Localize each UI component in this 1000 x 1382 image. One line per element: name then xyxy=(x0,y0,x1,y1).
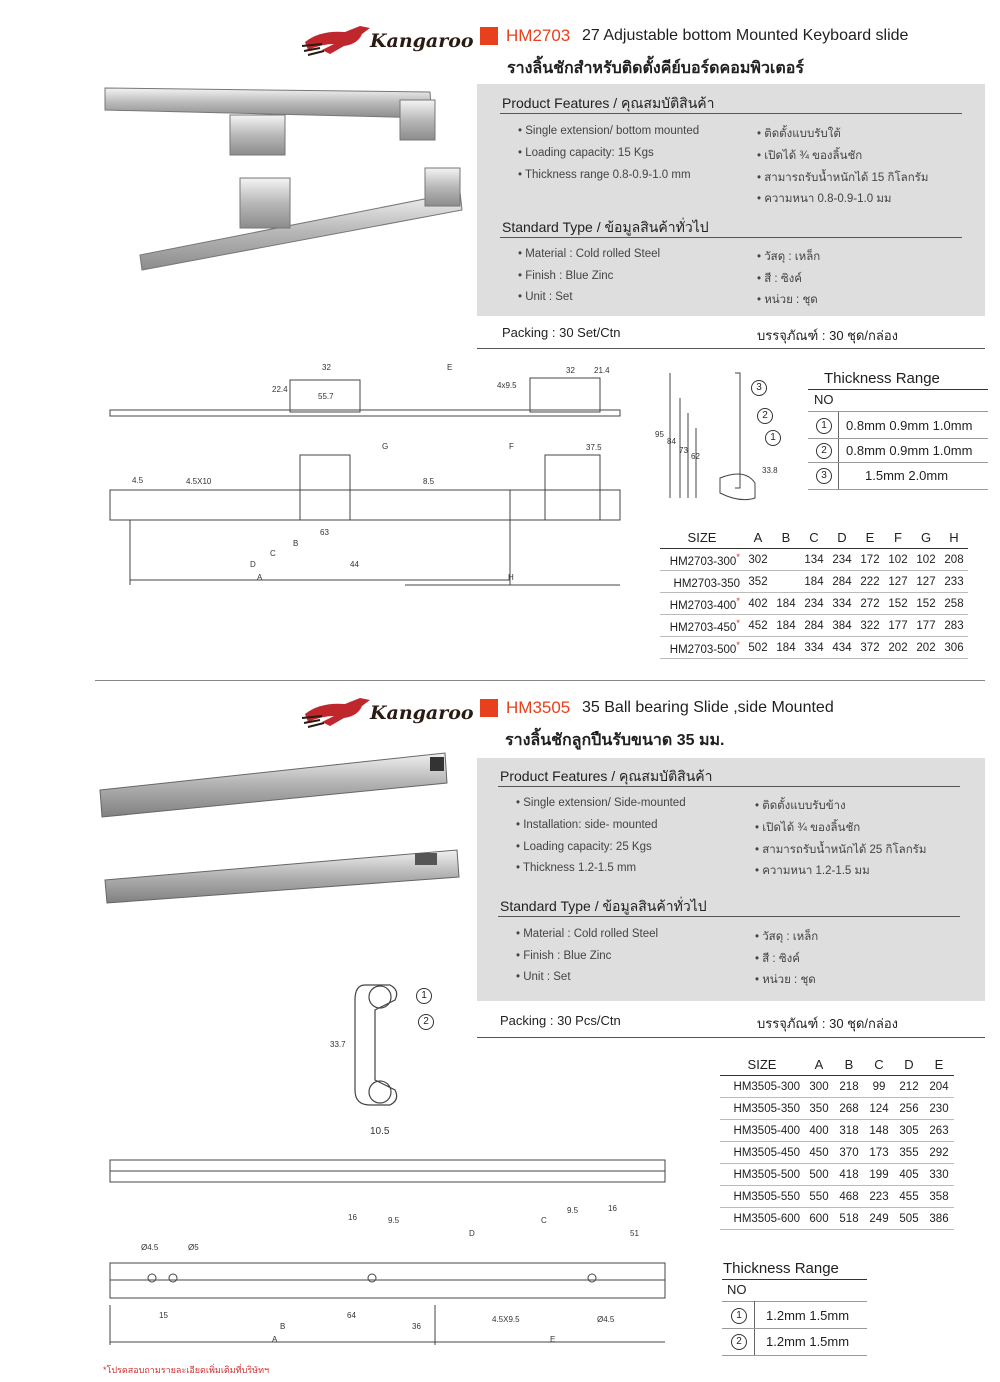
dim-label: 64 xyxy=(347,1311,356,1320)
table-cell: 148 xyxy=(864,1120,894,1142)
table-cell-size: HM2703-400* xyxy=(660,593,744,615)
thickness-row-value: 1.2mm 1.5mm xyxy=(766,1308,850,1323)
table-cell: 152 xyxy=(884,593,912,615)
callout-marker: 1 xyxy=(416,988,432,1004)
table-header: SIZE xyxy=(720,1054,804,1076)
dim-label: 16 xyxy=(348,1213,357,1222)
features-heading: Product Features / คุณสมบัติสินค้า xyxy=(502,95,715,111)
dim-label: Ø4.5 xyxy=(597,1315,615,1324)
feature-item: • Single extension/ bottom mounted xyxy=(518,125,700,137)
table-cell: 455 xyxy=(894,1186,924,1208)
table-cell: 302 xyxy=(744,549,772,571)
table-cell: 177 xyxy=(884,615,912,637)
table-cell: 384 xyxy=(828,615,856,637)
dim-label: Ø4.5 xyxy=(141,1243,159,1252)
dim-label: 4.5 xyxy=(132,476,144,485)
table-cell: 127 xyxy=(884,571,912,593)
table-header: A xyxy=(744,527,772,549)
table-cell: 249 xyxy=(864,1208,894,1230)
product-title: 35 Ball bearing Slide ,side Mounted xyxy=(582,699,834,716)
table-cell: 124 xyxy=(864,1098,894,1120)
thickness-row-number: 3 xyxy=(816,468,832,484)
keyboard-slide-product-image xyxy=(100,80,480,270)
table-cell: 284 xyxy=(828,571,856,593)
table-header: B xyxy=(834,1054,864,1076)
dim-label: C xyxy=(270,549,276,558)
table-header: H xyxy=(940,527,968,549)
divider xyxy=(838,411,839,489)
kangaroo-logo-icon xyxy=(300,692,380,732)
packing-info-thai: บรรจุภัณฑ์ : 30 ชุด/กล่อง xyxy=(757,328,899,343)
table-cell: 292 xyxy=(924,1142,954,1164)
standard-item-thai: • หน่วย : ชุด xyxy=(757,294,818,306)
thickness-no-label: NO xyxy=(814,392,834,407)
product-title-thai: รางลิ้นชักสำหรับติดตั้งคีย์บอร์ดคอมพิวเตอร์ xyxy=(507,60,804,77)
divider xyxy=(808,411,988,412)
table-cell-size: HM2703-300* xyxy=(660,549,744,571)
divider xyxy=(477,1037,985,1038)
standard-item: • Material : Cold rolled Steel xyxy=(516,928,659,940)
divider xyxy=(722,1328,867,1329)
dim-label: 36 xyxy=(412,1322,421,1331)
table-cell xyxy=(772,571,800,593)
table-cell: 230 xyxy=(924,1098,954,1120)
table-cell: 418 xyxy=(834,1164,864,1186)
table-cell: 434 xyxy=(828,637,856,659)
feature-item: • Thickness 1.2-1.5 mm xyxy=(516,862,637,874)
standard-item-thai: • วัสดุ : เหล็ก xyxy=(757,251,821,263)
table-cell: 334 xyxy=(800,637,828,659)
table-cell: 334 xyxy=(828,593,856,615)
dim-label: 15 xyxy=(159,1311,168,1320)
divider xyxy=(500,237,962,238)
table-cell: 99 xyxy=(864,1076,894,1098)
table-header: E xyxy=(924,1054,954,1076)
table-cell: 450 xyxy=(804,1142,834,1164)
product-title-thai: รางลิ้นชักลูกปืนรับขนาด 35 มม. xyxy=(505,732,725,749)
table-row xyxy=(660,571,968,593)
feature-item: • Loading capacity: 15 Kgs xyxy=(518,147,654,159)
dim-label: 32 xyxy=(322,363,331,372)
table-cell: 550 xyxy=(804,1186,834,1208)
divider xyxy=(722,1279,867,1280)
table-cell: 177 xyxy=(912,615,940,637)
table-cell-size: HM3505-550 xyxy=(720,1186,804,1208)
table-cell: 152 xyxy=(912,593,940,615)
table-cell: 300 xyxy=(804,1076,834,1098)
table-header: C xyxy=(864,1054,894,1076)
feature-item-thai: • เปิดได้ ¾ ของลิ้นชัก xyxy=(757,150,863,162)
table-cell: 184 xyxy=(772,615,800,637)
dim-label: A xyxy=(272,1335,278,1344)
table-cell: 305 xyxy=(894,1120,924,1142)
dim-label: E xyxy=(447,363,453,372)
feature-item: • Thickness range 0.8-0.9-1.0 mm xyxy=(518,169,691,181)
dim-label: B xyxy=(280,1322,286,1331)
dim-label: D xyxy=(469,1229,475,1238)
model-number: HM2703 xyxy=(506,26,571,45)
dim-label: 33.8 xyxy=(762,466,778,475)
feature-item-thai: • เปิดได้ ¾ ของลิ้นชัก xyxy=(755,822,861,834)
table-header: E xyxy=(856,527,884,549)
table-cell: 330 xyxy=(924,1164,954,1186)
model-marker xyxy=(480,699,498,717)
callout-marker: 3 xyxy=(751,380,767,396)
brand-logo-text: Kangaroo xyxy=(370,702,474,724)
product-title: 27 Adjustable bottom Mounted Keyboard slide xyxy=(582,27,909,44)
table-cell: 372 xyxy=(856,637,884,659)
table-cell: 184 xyxy=(772,593,800,615)
dim-label: Ø5 xyxy=(188,1243,199,1252)
table-cell: 234 xyxy=(800,593,828,615)
dim-label: 8.5 xyxy=(423,477,435,486)
table-row xyxy=(720,1208,954,1230)
ball-bearing-slide-product-image xyxy=(95,745,465,905)
table-cell: 127 xyxy=(912,571,940,593)
table-cell: 102 xyxy=(884,549,912,571)
dim-label: 63 xyxy=(320,528,329,537)
feature-item: • Loading capacity: 25 Kgs xyxy=(516,841,652,853)
packing-info-thai: บรรจุภัณฑ์ : 30 ชุด/กล่อง xyxy=(757,1016,899,1031)
kangaroo-logo-icon xyxy=(300,20,380,60)
dim-label: 95 xyxy=(655,430,664,439)
table-cell-size: HM3505-450 xyxy=(720,1142,804,1164)
table-cell: 452 xyxy=(744,615,772,637)
table-header-row xyxy=(660,527,968,549)
table-row xyxy=(660,615,968,637)
table-header: A xyxy=(804,1054,834,1076)
hm2703-size-table xyxy=(660,527,968,659)
table-cell: 283 xyxy=(940,615,968,637)
table-cell: 222 xyxy=(856,571,884,593)
table-cell: 370 xyxy=(834,1142,864,1164)
table-cell: 234 xyxy=(828,549,856,571)
brand-logo-text: Kangaroo xyxy=(370,30,474,52)
table-cell: 352 xyxy=(744,571,772,593)
table-row xyxy=(720,1098,954,1120)
packing-info: Packing : 30 Set/Ctn xyxy=(502,325,621,340)
dim-label: A xyxy=(257,573,263,582)
table-cell: 355 xyxy=(894,1142,924,1164)
table-cell: 600 xyxy=(804,1208,834,1230)
dim-label: 9.5 xyxy=(567,1206,579,1215)
dim-label: H xyxy=(508,573,514,582)
table-cell: 306 xyxy=(940,637,968,659)
standard-heading: Standard Type / ข้อมูลสินค้าทั่วไป xyxy=(500,898,707,914)
section-divider xyxy=(95,680,985,681)
thickness-row-number: 1 xyxy=(731,1308,747,1324)
table-row xyxy=(720,1142,954,1164)
table-cell: 400 xyxy=(804,1120,834,1142)
feature-item-thai: • ความหนา 1.2-1.5 มม xyxy=(755,865,870,877)
dim-label: 22.4 xyxy=(272,385,288,394)
table-header: G xyxy=(912,527,940,549)
thickness-row-value: 0.8mm 0.9mm 1.0mm xyxy=(846,418,973,433)
table-cell: 134 xyxy=(800,549,828,571)
dim-label: 16 xyxy=(608,1204,617,1213)
table-cell: 358 xyxy=(924,1186,954,1208)
features-heading: Product Features / คุณสมบัติสินค้า xyxy=(500,768,713,784)
feature-item: • Single extension/ Side-mounted xyxy=(516,797,686,809)
dim-label: 4x9.5 xyxy=(497,381,517,390)
divider xyxy=(477,348,985,349)
standard-item: • Unit : Set xyxy=(516,971,571,983)
thickness-row-number: 1 xyxy=(816,418,832,434)
feature-item-thai: • ความหนา 0.8-0.9-1.0 มม xyxy=(757,193,892,205)
hm3505-size-table xyxy=(720,1054,954,1230)
thickness-row-value: 1.5mm 2.0mm xyxy=(865,468,949,483)
dim-label: 55.7 xyxy=(318,392,334,401)
table-cell: 202 xyxy=(884,637,912,659)
feature-item-thai: • ติดตั้งแบบรับข้าง xyxy=(755,800,846,812)
table-header-row xyxy=(720,1054,954,1076)
dim-label: C xyxy=(541,1216,547,1225)
table-cell: 256 xyxy=(894,1098,924,1120)
hm3505-technical-drawing xyxy=(100,1155,670,1350)
standard-item: • Finish : Blue Zinc xyxy=(516,950,612,962)
table-cell: 223 xyxy=(864,1186,894,1208)
callout-marker: 2 xyxy=(418,1014,434,1030)
table-cell-size: HM3505-500 xyxy=(720,1164,804,1186)
standard-item: • Unit : Set xyxy=(518,291,573,303)
divider xyxy=(722,1301,867,1302)
callout-marker: 1 xyxy=(765,430,781,446)
table-header: B xyxy=(772,527,800,549)
table-cell-size: HM2703-450* xyxy=(660,615,744,637)
divider xyxy=(808,438,988,439)
dim-label: 51 xyxy=(630,1229,639,1238)
dim-label: 9.5 xyxy=(388,1216,400,1225)
table-row xyxy=(720,1120,954,1142)
table-cell: 322 xyxy=(856,615,884,637)
table-cell: 173 xyxy=(864,1142,894,1164)
dim-label: B xyxy=(293,539,299,548)
dim-label: 33.7 xyxy=(330,1040,346,1049)
table-row xyxy=(720,1186,954,1208)
dim-label: 10.5 xyxy=(370,1126,390,1137)
table-cell-size: HM3505-350 xyxy=(720,1098,804,1120)
table-cell: 284 xyxy=(800,615,828,637)
table-cell: 386 xyxy=(924,1208,954,1230)
standard-heading: Standard Type / ข้อมูลสินค้าทั่วไป xyxy=(502,219,709,235)
divider xyxy=(500,113,962,114)
table-cell: 202 xyxy=(912,637,940,659)
table-cell: 208 xyxy=(940,549,968,571)
dim-label: 84 xyxy=(667,437,676,446)
table-cell: 263 xyxy=(924,1120,954,1142)
dim-label: F xyxy=(509,442,514,451)
thickness-row-number: 2 xyxy=(731,1334,747,1350)
thickness-row-number: 2 xyxy=(816,443,832,459)
table-cell: 218 xyxy=(834,1076,864,1098)
table-cell: 405 xyxy=(894,1164,924,1186)
dim-label: 62 xyxy=(691,452,700,461)
table-cell-size: HM3505-600 xyxy=(720,1208,804,1230)
hm3505-cross-section xyxy=(345,975,415,1125)
thickness-no-label: NO xyxy=(727,1282,747,1297)
table-cell xyxy=(772,549,800,571)
dim-label: 4.5X10 xyxy=(186,477,212,486)
thickness-row-value: 0.8mm 0.9mm 1.0mm xyxy=(846,443,973,458)
table-cell: 502 xyxy=(744,637,772,659)
table-cell: 402 xyxy=(744,593,772,615)
table-header: D xyxy=(828,527,856,549)
hm2703-technical-drawing xyxy=(100,360,630,590)
thickness-range-title: Thickness Range xyxy=(824,370,940,387)
standard-item: • Material : Cold rolled Steel xyxy=(518,248,661,260)
dim-label: 32 xyxy=(566,366,575,375)
table-cell: 350 xyxy=(804,1098,834,1120)
table-cell: 318 xyxy=(834,1120,864,1142)
standard-item: • Finish : Blue Zinc xyxy=(518,270,614,282)
table-row xyxy=(720,1164,954,1186)
table-cell: 199 xyxy=(864,1164,894,1186)
standard-item-thai: • สี : ซิงค์ xyxy=(755,953,800,965)
packing-info: Packing : 30 Pcs/Ctn xyxy=(500,1013,621,1028)
table-cell: 212 xyxy=(894,1076,924,1098)
standard-item-thai: • วัสดุ : เหล็ก xyxy=(755,931,819,943)
table-cell: 102 xyxy=(912,549,940,571)
model-marker xyxy=(480,27,498,45)
features-panel xyxy=(477,758,985,1001)
table-row xyxy=(720,1076,954,1098)
callout-marker: 2 xyxy=(757,408,773,424)
feature-item-thai: • สามารถรับน้ำหนักได้ 25 กิโลกรัม xyxy=(755,844,927,856)
standard-item-thai: • สี : ซิงค์ xyxy=(757,273,802,285)
dim-label: 4.5X9.5 xyxy=(492,1315,520,1324)
divider xyxy=(808,462,988,463)
table-header: C xyxy=(800,527,828,549)
table-cell: 468 xyxy=(834,1186,864,1208)
table-cell: 268 xyxy=(834,1098,864,1120)
table-cell: 258 xyxy=(940,593,968,615)
table-cell: 518 xyxy=(834,1208,864,1230)
feature-item: • Installation: side- mounted xyxy=(516,819,658,831)
divider xyxy=(808,389,988,390)
table-cell: 204 xyxy=(924,1076,954,1098)
table-row xyxy=(660,549,968,571)
divider xyxy=(498,916,960,917)
table-cell: 233 xyxy=(940,571,968,593)
footnote: *โปรดสอบถามรายละเอียดเพิ่มเติมที่บริษัทฯ xyxy=(103,1365,270,1375)
thickness-range-title: Thickness Range xyxy=(723,1260,839,1277)
dim-label: 21.4 xyxy=(594,366,610,375)
table-cell: 172 xyxy=(856,549,884,571)
dim-label: 37.5 xyxy=(586,443,602,452)
feature-item-thai: • สามารถรับน้ำหนักได้ 15 กิโลกรัม xyxy=(757,172,929,184)
table-cell: 500 xyxy=(804,1164,834,1186)
dim-label: G xyxy=(382,442,389,451)
table-cell-size: HM2703-350 xyxy=(660,571,744,593)
table-header: D xyxy=(894,1054,924,1076)
divider xyxy=(498,786,960,787)
standard-item-thai: • หน่วย : ชุด xyxy=(755,974,816,986)
table-cell: 184 xyxy=(800,571,828,593)
dim-label: D xyxy=(250,560,256,569)
divider xyxy=(808,489,988,490)
table-cell: 184 xyxy=(772,637,800,659)
divider xyxy=(722,1355,867,1356)
table-row xyxy=(660,593,968,615)
dim-label: E xyxy=(550,1335,556,1344)
model-number: HM3505 xyxy=(506,698,571,717)
feature-item-thai: • ติดตั้งแบบรับใต้ xyxy=(757,128,841,140)
table-header: F xyxy=(884,527,912,549)
dim-label: 73 xyxy=(679,446,688,455)
dim-label: 44 xyxy=(350,560,359,569)
table-cell: 505 xyxy=(894,1208,924,1230)
table-header: SIZE xyxy=(660,527,744,549)
table-cell-size: HM2703-500* xyxy=(660,637,744,659)
table-cell: 272 xyxy=(856,593,884,615)
table-cell-size: HM3505-400 xyxy=(720,1120,804,1142)
thickness-row-value: 1.2mm 1.5mm xyxy=(766,1334,850,1349)
table-row xyxy=(660,637,968,659)
table-cell-size: HM3505-300 xyxy=(720,1076,804,1098)
